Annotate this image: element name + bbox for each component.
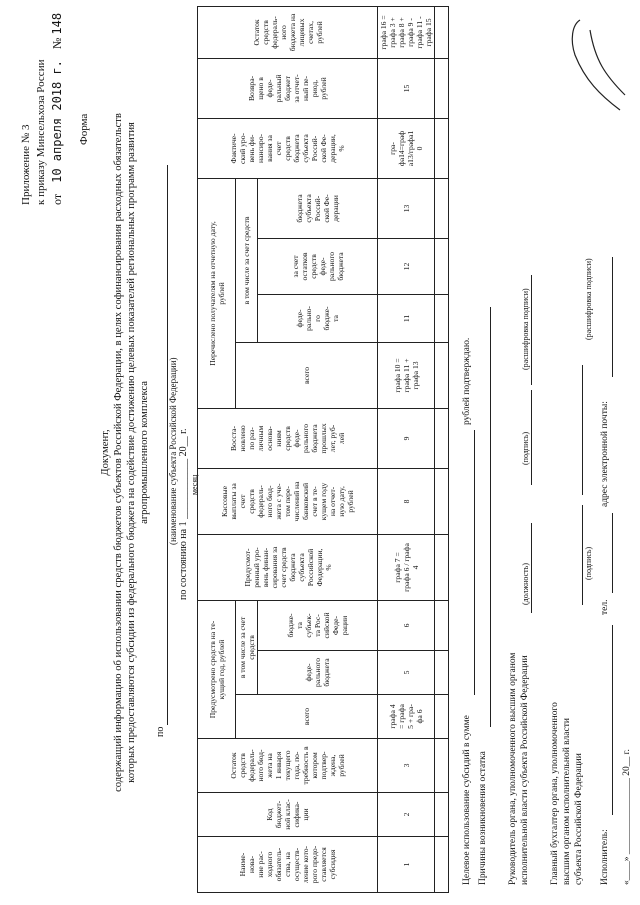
- number-value: 148: [50, 12, 64, 35]
- header-planned-federal: феде- рального бюджета: [258, 651, 378, 695]
- table-data-row: [435, 6, 449, 892]
- col-number-3: 3: [378, 739, 435, 793]
- document-word: Документ,: [100, 429, 111, 476]
- header-expense-obligation: Наиме- нова- ние рас- ходного обязатель- ства, на осуществ- ление кото- рого предо- ставляется субсидия: [198, 837, 378, 893]
- number-prefix: №: [50, 37, 64, 50]
- date-value: 10 апреля 2018 г.: [50, 60, 64, 183]
- title-line-1: содержащий информацию об использовании средств бюджетов субъектов Российской Федерации, в целях софинансирования расходных обязательств: [113, 113, 124, 792]
- col-number-11: 11: [378, 294, 435, 342]
- subsidy-usage-table: [197, 6, 449, 893]
- order-date-line: [51, 13, 64, 205]
- header-budget-code: Код бюджет- ной клас- сифика- ции: [198, 793, 378, 837]
- reasons-underline: [490, 307, 491, 727]
- header-actual-level: Фактиче- ский уро- вень фи- нансиро- вания за счет средств бюджета субъекта Россий- ской Фе- дерации, %: [198, 118, 378, 178]
- col-number-15: 15: [378, 58, 435, 118]
- head-title-line-2: исполнительной власти субъекта Российской Федерации: [520, 655, 530, 885]
- header-planned-total: всего: [236, 695, 378, 739]
- phone-label: тел.: [600, 599, 610, 615]
- header-transfer-remainder: за счет остатков средств феде- рального бюджета: [258, 238, 378, 294]
- order-line: к приказу Минсельхоза России: [35, 59, 47, 205]
- header-transfer-federal: феде- рально- го бюдже- та: [258, 294, 378, 342]
- col-number-1: 1: [378, 837, 435, 893]
- header-planned-level: Предусмот- ренный уро- вень финан- сирования за счет средств бюджета субъекта Российской Федерации, %: [198, 534, 378, 600]
- month-caption: месяц: [190, 474, 199, 495]
- col-number-7: графа 7 = графа 6 / графа 4: [378, 534, 435, 600]
- rubles-confirmed: рублей подтверждаю.: [462, 337, 472, 425]
- head-decoding-caption: (расшифровка подписи): [521, 288, 530, 370]
- title-line-3: агропромышленного комплекса: [139, 381, 150, 524]
- header-returned: Возвра- щено в феде- ральный бюджет за отчет- ный пе- риод, рублей: [198, 58, 378, 118]
- head-signature-caption: (подпись): [521, 431, 530, 465]
- subject-caption: (наименование субъекта Российской Федерации): [168, 357, 178, 545]
- accountant-decoding-line: [582, 365, 583, 495]
- header-account-balance: Остаток средств федераль- ного бюджета на лицевых счетах, рублей: [198, 6, 378, 58]
- accountant-signature-caption: (подпись): [584, 546, 593, 580]
- form-label: Форма: [78, 113, 90, 145]
- header-transfer-regional: бюджета субъекта Россий- ской Фе- дерации: [258, 178, 378, 238]
- header-transfer-total: всего: [236, 342, 378, 408]
- col-number-4: графа 4 = графа 5 + гра- фа 6: [378, 695, 435, 739]
- col-number-14: гра- фа14=граф а13/графа1 0: [378, 118, 435, 178]
- email-label: адрес электронной почты:: [600, 401, 610, 507]
- target-use-underline: [474, 430, 475, 695]
- executor-label: Исполнитель:: [600, 829, 610, 885]
- header-planned-incl: в том числе за счет средств: [236, 600, 258, 694]
- reasons-label: Причины возникновения остатка: [478, 751, 488, 885]
- as-of-date-line: по состоянию на 1 ____________ 20__ г.: [178, 428, 189, 600]
- col-number-13: 13: [378, 178, 435, 238]
- executor-underline: [612, 625, 613, 815]
- col-number-16: графа 16 = графа 3 + графа 8 + графа 9 - графа 11 - графа 15: [378, 6, 435, 58]
- col-number-5: 5: [378, 651, 435, 695]
- accountant-signature-line: [582, 505, 583, 605]
- header-restored-funds: Восста- новлено по раз- личным основа- ниям средств феде- рального бюджета прошлых лет, руб- лей: [198, 408, 378, 468]
- header-planned-regional: бюдже- та субъек- та Рос- сийской Феде- рации: [258, 600, 378, 650]
- header-cash-payments: Кассовые выплаты за счет средств федераль- ного бюд- жета с уче- том пере- числений на банковский счет в те- кущем году на отчет- ную дату, рублей: [198, 468, 378, 534]
- col-number-9: 9: [378, 408, 435, 468]
- phone-underline: [612, 513, 613, 593]
- header-transferred: Перечислено получателям на отчетную дату, рублей: [198, 178, 236, 408]
- header-remainder-jan1: Остаток средств федераль- ного бюд- жета на 1 января текущего года, по- требность в котором подтвер- ждена, рублей: [198, 739, 378, 793]
- column-numbers-row: [378, 6, 435, 892]
- email-underline: [612, 257, 613, 377]
- col-number-6: 6: [378, 600, 435, 650]
- head-position-line: [531, 523, 532, 613]
- head-decoding-line: [531, 275, 532, 385]
- col-number-2: 2: [378, 793, 435, 837]
- by-label: по: [155, 726, 166, 737]
- title-line-2: которых предоставляются субсидии из федерального бюджета на содействие достижению целевых показателей региональных программ развития: [126, 122, 137, 783]
- footer-date-line: «____» ________________ 20__ г.: [622, 749, 632, 885]
- accountant-line-2: высшим органом исполнительной власти: [562, 718, 572, 885]
- accountant-line-1: Главный бухгалтер органа, уполномоченного: [550, 702, 560, 885]
- col-number-12: 12: [378, 238, 435, 294]
- accountant-line-3: субъекта Российской Федерации: [574, 753, 584, 885]
- header-planned-funds: Предусмотрено средств на те- кущий год, рублей: [198, 600, 236, 738]
- head-position-caption: (должность): [521, 563, 530, 605]
- col-number-8: 8: [378, 468, 435, 534]
- head-title-line-1: Руководитель органа, уполномоченного высшим органом: [508, 652, 518, 885]
- date-prefix: от: [50, 193, 64, 205]
- target-use-label: Целевое использование субсидий в сумме: [462, 715, 472, 885]
- head-signature-line: [531, 390, 532, 485]
- col-number-10: графа 10 = графа 11 + графа 13: [378, 342, 435, 408]
- pen-scribble-mark: [560, 15, 630, 115]
- appendix-label: Приложение № 3: [20, 124, 32, 205]
- header-transfer-incl: в том числе за счет средств: [236, 178, 258, 342]
- accountant-decoding-caption: (расшифровка подписи): [584, 258, 593, 340]
